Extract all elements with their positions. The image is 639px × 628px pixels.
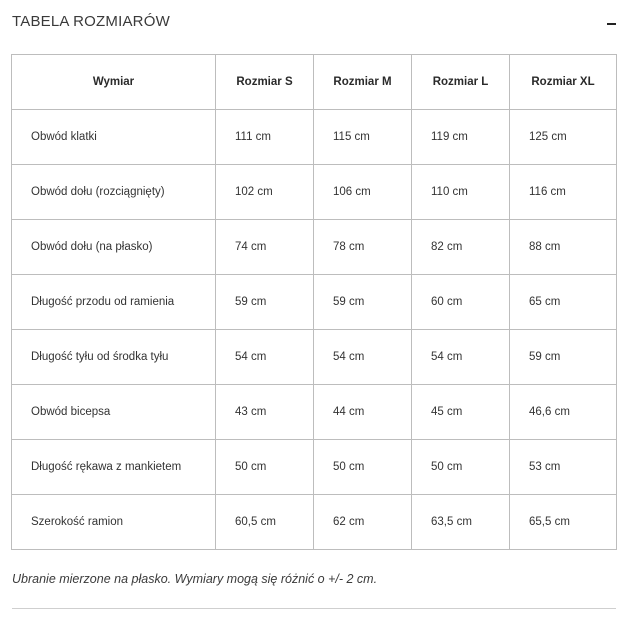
table-row [12, 440, 617, 495]
table-row [12, 220, 617, 275]
table-row [12, 385, 617, 440]
size-s-cell: 74 cm [216, 220, 314, 275]
size-l-cell: 119 cm [412, 110, 510, 165]
table-row [12, 330, 617, 385]
size-m-cell: 62 cm [314, 495, 412, 550]
dimension-cell: Szerokość ramion [12, 495, 216, 550]
table-row [12, 110, 617, 165]
size-s-cell: 43 cm [216, 385, 314, 440]
column-header-size-l: Rozmiar L [412, 55, 510, 110]
size-s-cell: 54 cm [216, 330, 314, 385]
size-l-cell: 54 cm [412, 330, 510, 385]
size-xl-cell: 88 cm [510, 220, 617, 275]
size-xl-cell: 46,6 cm [510, 385, 617, 440]
size-l-cell: 63,5 cm [412, 495, 510, 550]
dimension-cell: Obwód dołu (rozciągnięty) [12, 165, 216, 220]
size-chart-title: TABELA ROZMIARÓW [12, 13, 170, 30]
dimension-cell: Długość rękawa z mankietem [12, 440, 216, 495]
size-xl-cell: 53 cm [510, 440, 617, 495]
size-s-cell: 59 cm [216, 275, 314, 330]
measurement-note: Ubranie mierzone na płasko. Wymiary mogą się różnić o +/- 2 cm. [12, 572, 378, 586]
table-row [12, 495, 617, 550]
size-table [11, 54, 617, 550]
size-s-cell: 102 cm [216, 165, 314, 220]
size-xl-cell: 59 cm [510, 330, 617, 385]
column-header-size-s: Rozmiar S [216, 55, 314, 110]
minus-icon[interactable] [607, 23, 616, 25]
size-l-cell: 45 cm [412, 385, 510, 440]
size-m-cell: 54 cm [314, 330, 412, 385]
size-m-cell: 50 cm [314, 440, 412, 495]
size-s-cell: 111 cm [216, 110, 314, 165]
size-s-cell: 60,5 cm [216, 495, 314, 550]
dimension-cell: Obwód klatki [12, 110, 216, 165]
size-xl-cell: 65 cm [510, 275, 617, 330]
size-m-cell: 115 cm [314, 110, 412, 165]
column-header-size-m: Rozmiar M [314, 55, 412, 110]
size-m-cell: 106 cm [314, 165, 412, 220]
dimension-cell: Długość tyłu od środka tyłu [12, 330, 216, 385]
dimension-cell: Obwód bicepsa [12, 385, 216, 440]
section-divider [12, 608, 616, 609]
size-xl-cell: 125 cm [510, 110, 617, 165]
size-l-cell: 50 cm [412, 440, 510, 495]
column-header-size-xl: Rozmiar XL [510, 55, 617, 110]
size-s-cell: 50 cm [216, 440, 314, 495]
size-l-cell: 82 cm [412, 220, 510, 275]
size-chart-header[interactable] [12, 12, 616, 36]
size-xl-cell: 116 cm [510, 165, 617, 220]
table-header-row [12, 55, 617, 110]
dimension-cell: Długość przodu od ramienia [12, 275, 216, 330]
size-xl-cell: 65,5 cm [510, 495, 617, 550]
size-m-cell: 59 cm [314, 275, 412, 330]
size-m-cell: 44 cm [314, 385, 412, 440]
dimension-cell: Obwód dołu (na płasko) [12, 220, 216, 275]
table-row [12, 275, 617, 330]
table-row [12, 165, 617, 220]
size-m-cell: 78 cm [314, 220, 412, 275]
size-l-cell: 110 cm [412, 165, 510, 220]
column-header-dimension: Wymiar [12, 55, 216, 110]
size-l-cell: 60 cm [412, 275, 510, 330]
